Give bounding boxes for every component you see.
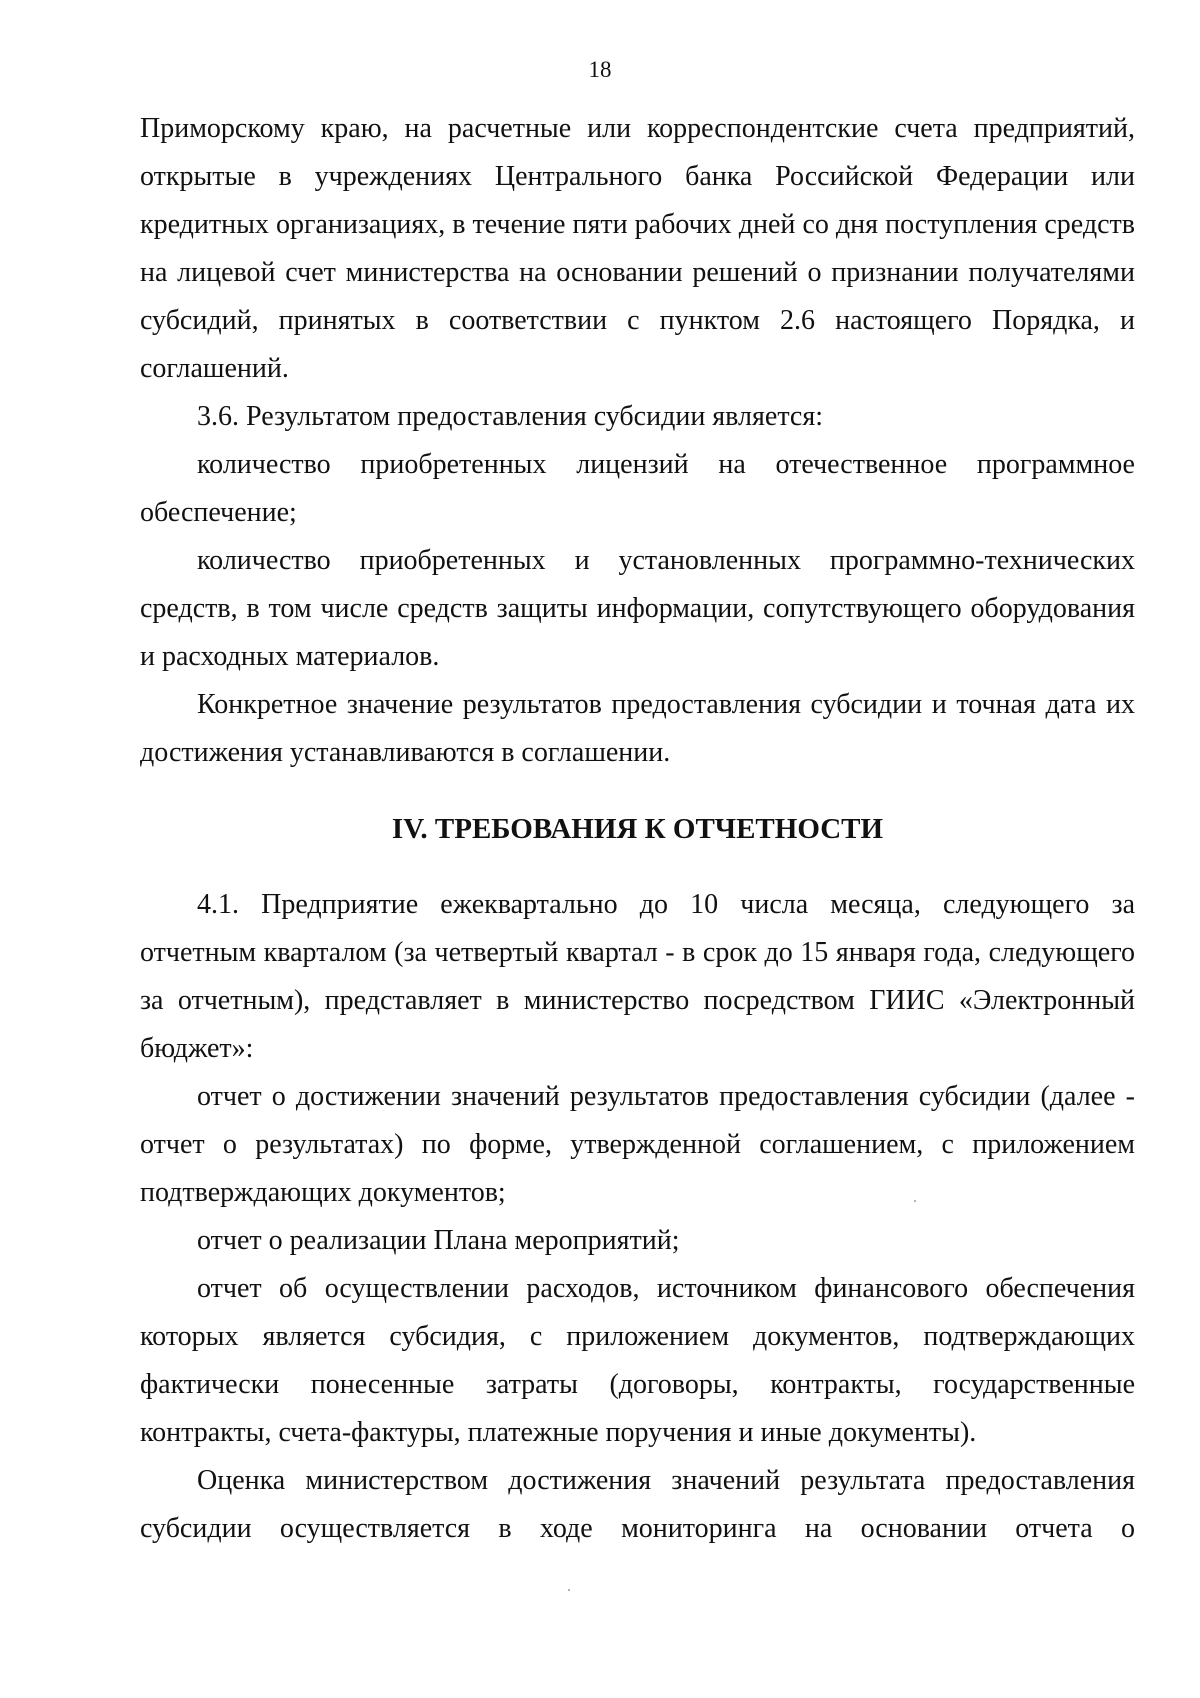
paragraph-results-report: отчет о достижении значений результатов предоставления субсидии (далее - отчет о результатах) по форме, утвержденной соглашением, с приложением подтверждающих документов; [140,1081,1135,1208]
paragraph-payment-accounts: Приморскому краю, на расчетные или корреспондентские счета предприятий, открытые в учреждениях Центрального банка Российской Федерации или кредитных организациях, в течение пяти рабочих дней со дня поступления средств на лицевой счет министерства на основании решений о признании получателями субсидий, принятых в соответствии с пунктом 2.6 настоящего Порядка, и соглашений. [140,113,1135,384]
scan-speck [914,1200,916,1202]
paragraph-reporting-deadline: 4.1. Предприятие ежеквартально до 10 числа месяца, следующего за отчетным кварталом (за четвертый квартал - в срок до 15 января года, следующего за отчетным), представляет в министерство посредством ГИИС «Электронный бюджет»: [140,889,1135,1064]
scan-speck [568,1589,570,1591]
paragraph-expenses-report: отчет об осуществлении расходов, источником финансового обеспечения которых является субсидия, с приложением документов, подтверждающих фактически понесенные затраты (договоры, контракты, государственные контракты, счета-фактуры, платежные поручения и иные документы). [140,1273,1135,1448]
paragraph-licenses: количество приобретенных лицензий на отечественное программное обеспечение; [140,449,1135,528]
document-body [140,105,1135,1553]
page-number: 18 [588,57,612,82]
paragraph-hardware: количество приобретенных и установленных программно-технических средств, в том числе средств защиты информации, сопутствующего оборудования и расходных материалов. [140,545,1135,672]
paragraph-result-values: Конкретное значение результатов предоставления субсидии и точная дата их достижения устанавливаются в соглашении. [140,689,1135,768]
paragraph-result-intro: 3.6. Результатом предоставления субсидии является: [197,401,823,432]
section-heading: IV. ТРЕБОВАНИЯ К ОТЧЕТНОСТИ [391,813,884,845]
paragraph-evaluation: Оценка министерством достижения значений результата предоставления субсидии осуществляется в ходе мониторинга на основании отчета о [140,1465,1135,1544]
paragraph-plan-report: отчет о реализации Плана мероприятий; [197,1225,680,1256]
